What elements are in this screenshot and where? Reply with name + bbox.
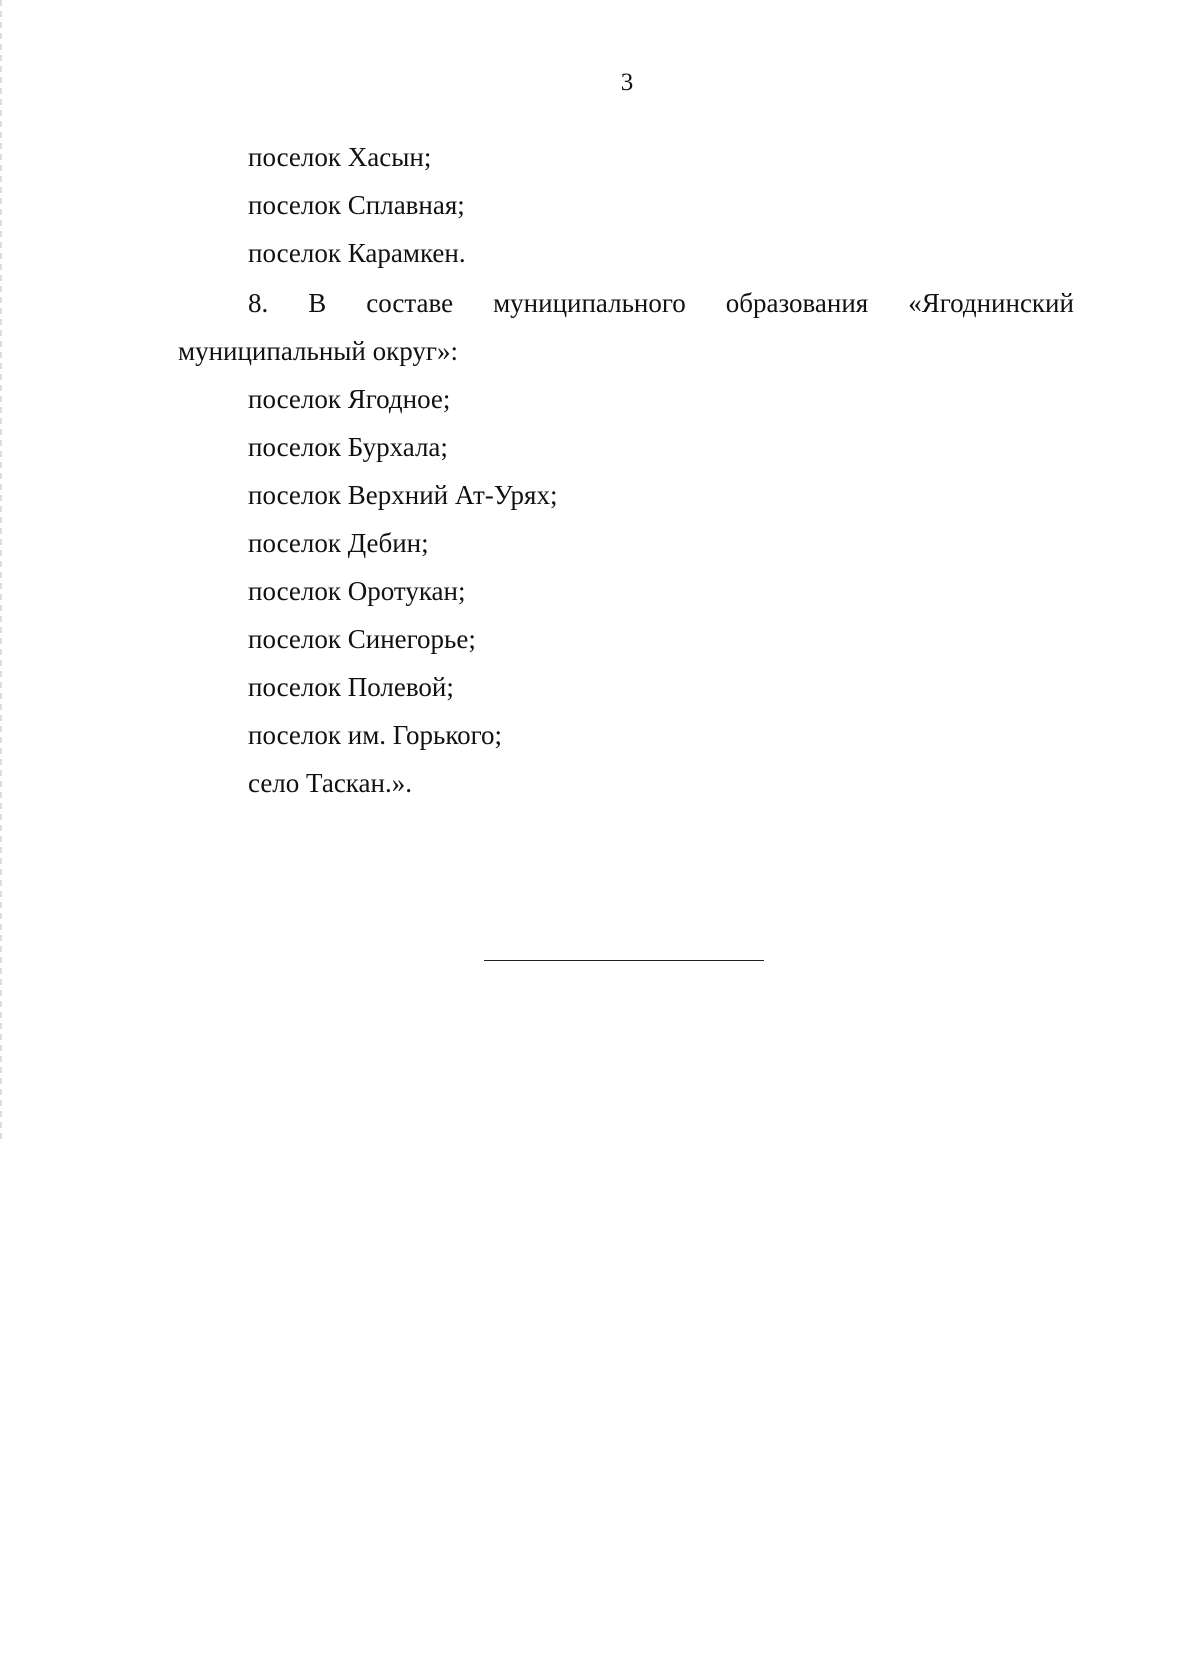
page-number: 3 — [620, 69, 634, 96]
paragraph-word: «Ягоднинский — [908, 288, 1074, 318]
paragraph-first-line — [248, 286, 1074, 320]
list-item: поселок им. Горького; — [248, 720, 502, 750]
scan-edge-artifact — [0, 0, 2, 1140]
paragraph-continuation: муниципальный округ»: — [178, 336, 458, 366]
list-item: поселок Бурхала; — [248, 432, 448, 462]
list-item: село Таскан.». — [248, 768, 412, 798]
paragraph-word: муниципального — [493, 288, 686, 318]
paragraph-word: 8. — [248, 288, 269, 318]
list-item: поселок Синегорье; — [248, 624, 476, 654]
list-item: поселок Сплавная; — [248, 190, 465, 220]
end-separator-line — [484, 960, 764, 961]
list-item: поселок Дебин; — [248, 528, 429, 558]
paragraph-word: составе — [366, 288, 454, 318]
list-item: поселок Хасын; — [248, 142, 432, 172]
list-item: поселок Карамкен. — [248, 238, 466, 268]
list-item: поселок Ягодное; — [248, 384, 451, 414]
paragraph-word: В — [308, 288, 327, 318]
list-item: поселок Полевой; — [248, 672, 454, 702]
list-item: поселок Верхний Ат-Урях; — [248, 480, 558, 510]
paragraph-word: образования — [725, 288, 869, 318]
list-item: поселок Оротукан; — [248, 576, 466, 606]
